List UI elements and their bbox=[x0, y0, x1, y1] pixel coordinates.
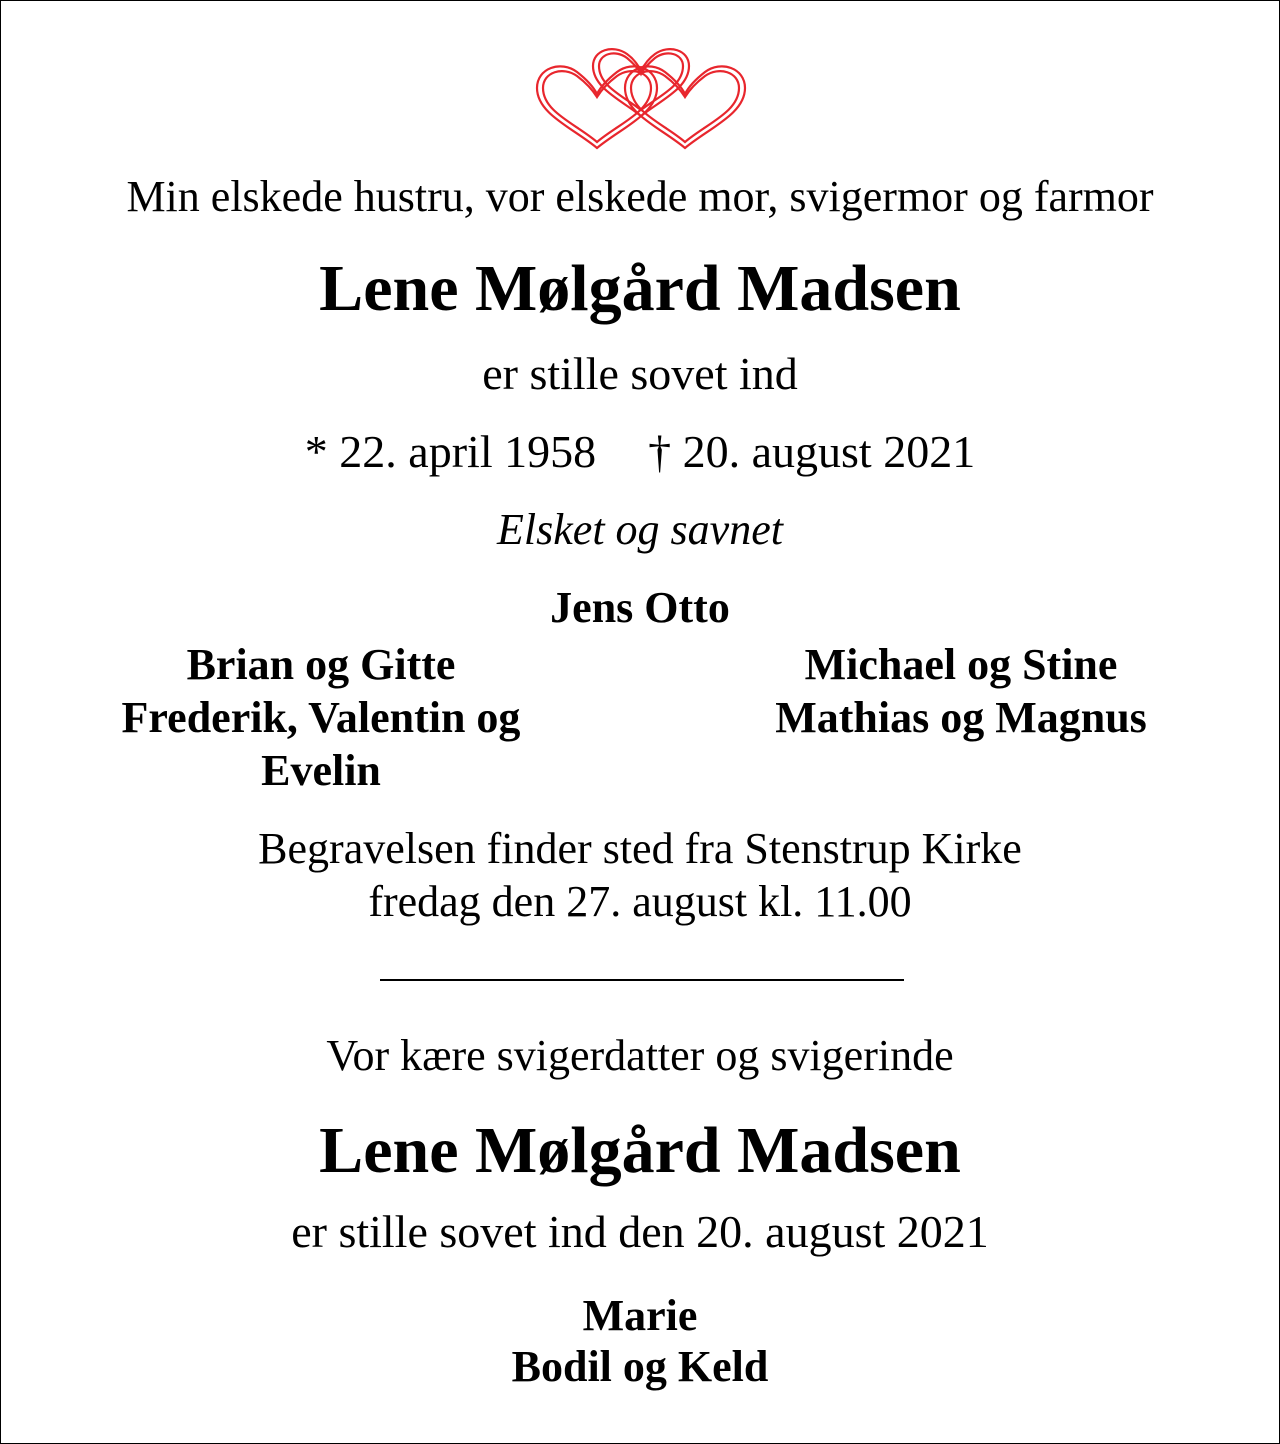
second-passing-text: er stille sovet ind den 20. august 2021 bbox=[291, 1206, 989, 1257]
husband-name: Jens Otto bbox=[550, 583, 730, 632]
death-date: † 20. august 2021 bbox=[648, 426, 976, 477]
family-right-column bbox=[681, 638, 1241, 744]
second-intro-text: Vor kære svigerdatter og svigerinde bbox=[326, 1031, 954, 1080]
deceased-name: Lene Mølgård Madsen bbox=[319, 252, 961, 325]
family-line: Brian og Gitte bbox=[186, 640, 456, 689]
life-dates bbox=[1, 426, 1279, 477]
family-line: Michael og Stine bbox=[804, 640, 1118, 689]
family-left-column bbox=[41, 638, 601, 797]
second-deceased-name: Lene Mølgård Madsen bbox=[319, 1114, 961, 1187]
three-hearts-icon bbox=[521, 36, 761, 156]
family-line: Mathias og Magnus bbox=[775, 693, 1147, 742]
funeral-time: fredag den 27. august kl. 11.00 bbox=[368, 877, 912, 926]
signatories bbox=[1, 1290, 1279, 1392]
birth-date: * 22. april 1958 bbox=[304, 426, 597, 477]
motto-text: Elsket og savnet bbox=[497, 505, 783, 554]
signatory-line: Marie bbox=[582, 1291, 698, 1340]
section-divider bbox=[380, 979, 904, 981]
family-line: Frederik, Valentin og bbox=[121, 693, 521, 742]
family-line: Evelin bbox=[261, 746, 381, 795]
funeral-info bbox=[1, 822, 1279, 928]
intro-text: Min elskede hustru, vor elskede mor, svigermor og farmor bbox=[126, 172, 1154, 221]
heart-middle-icon bbox=[593, 49, 689, 116]
funeral-location: Begravelsen finder sted fra Stenstrup Kirke bbox=[258, 824, 1022, 873]
signatory-line: Bodil og Keld bbox=[511, 1342, 769, 1391]
passing-text: er stille sovet ind bbox=[482, 348, 798, 399]
